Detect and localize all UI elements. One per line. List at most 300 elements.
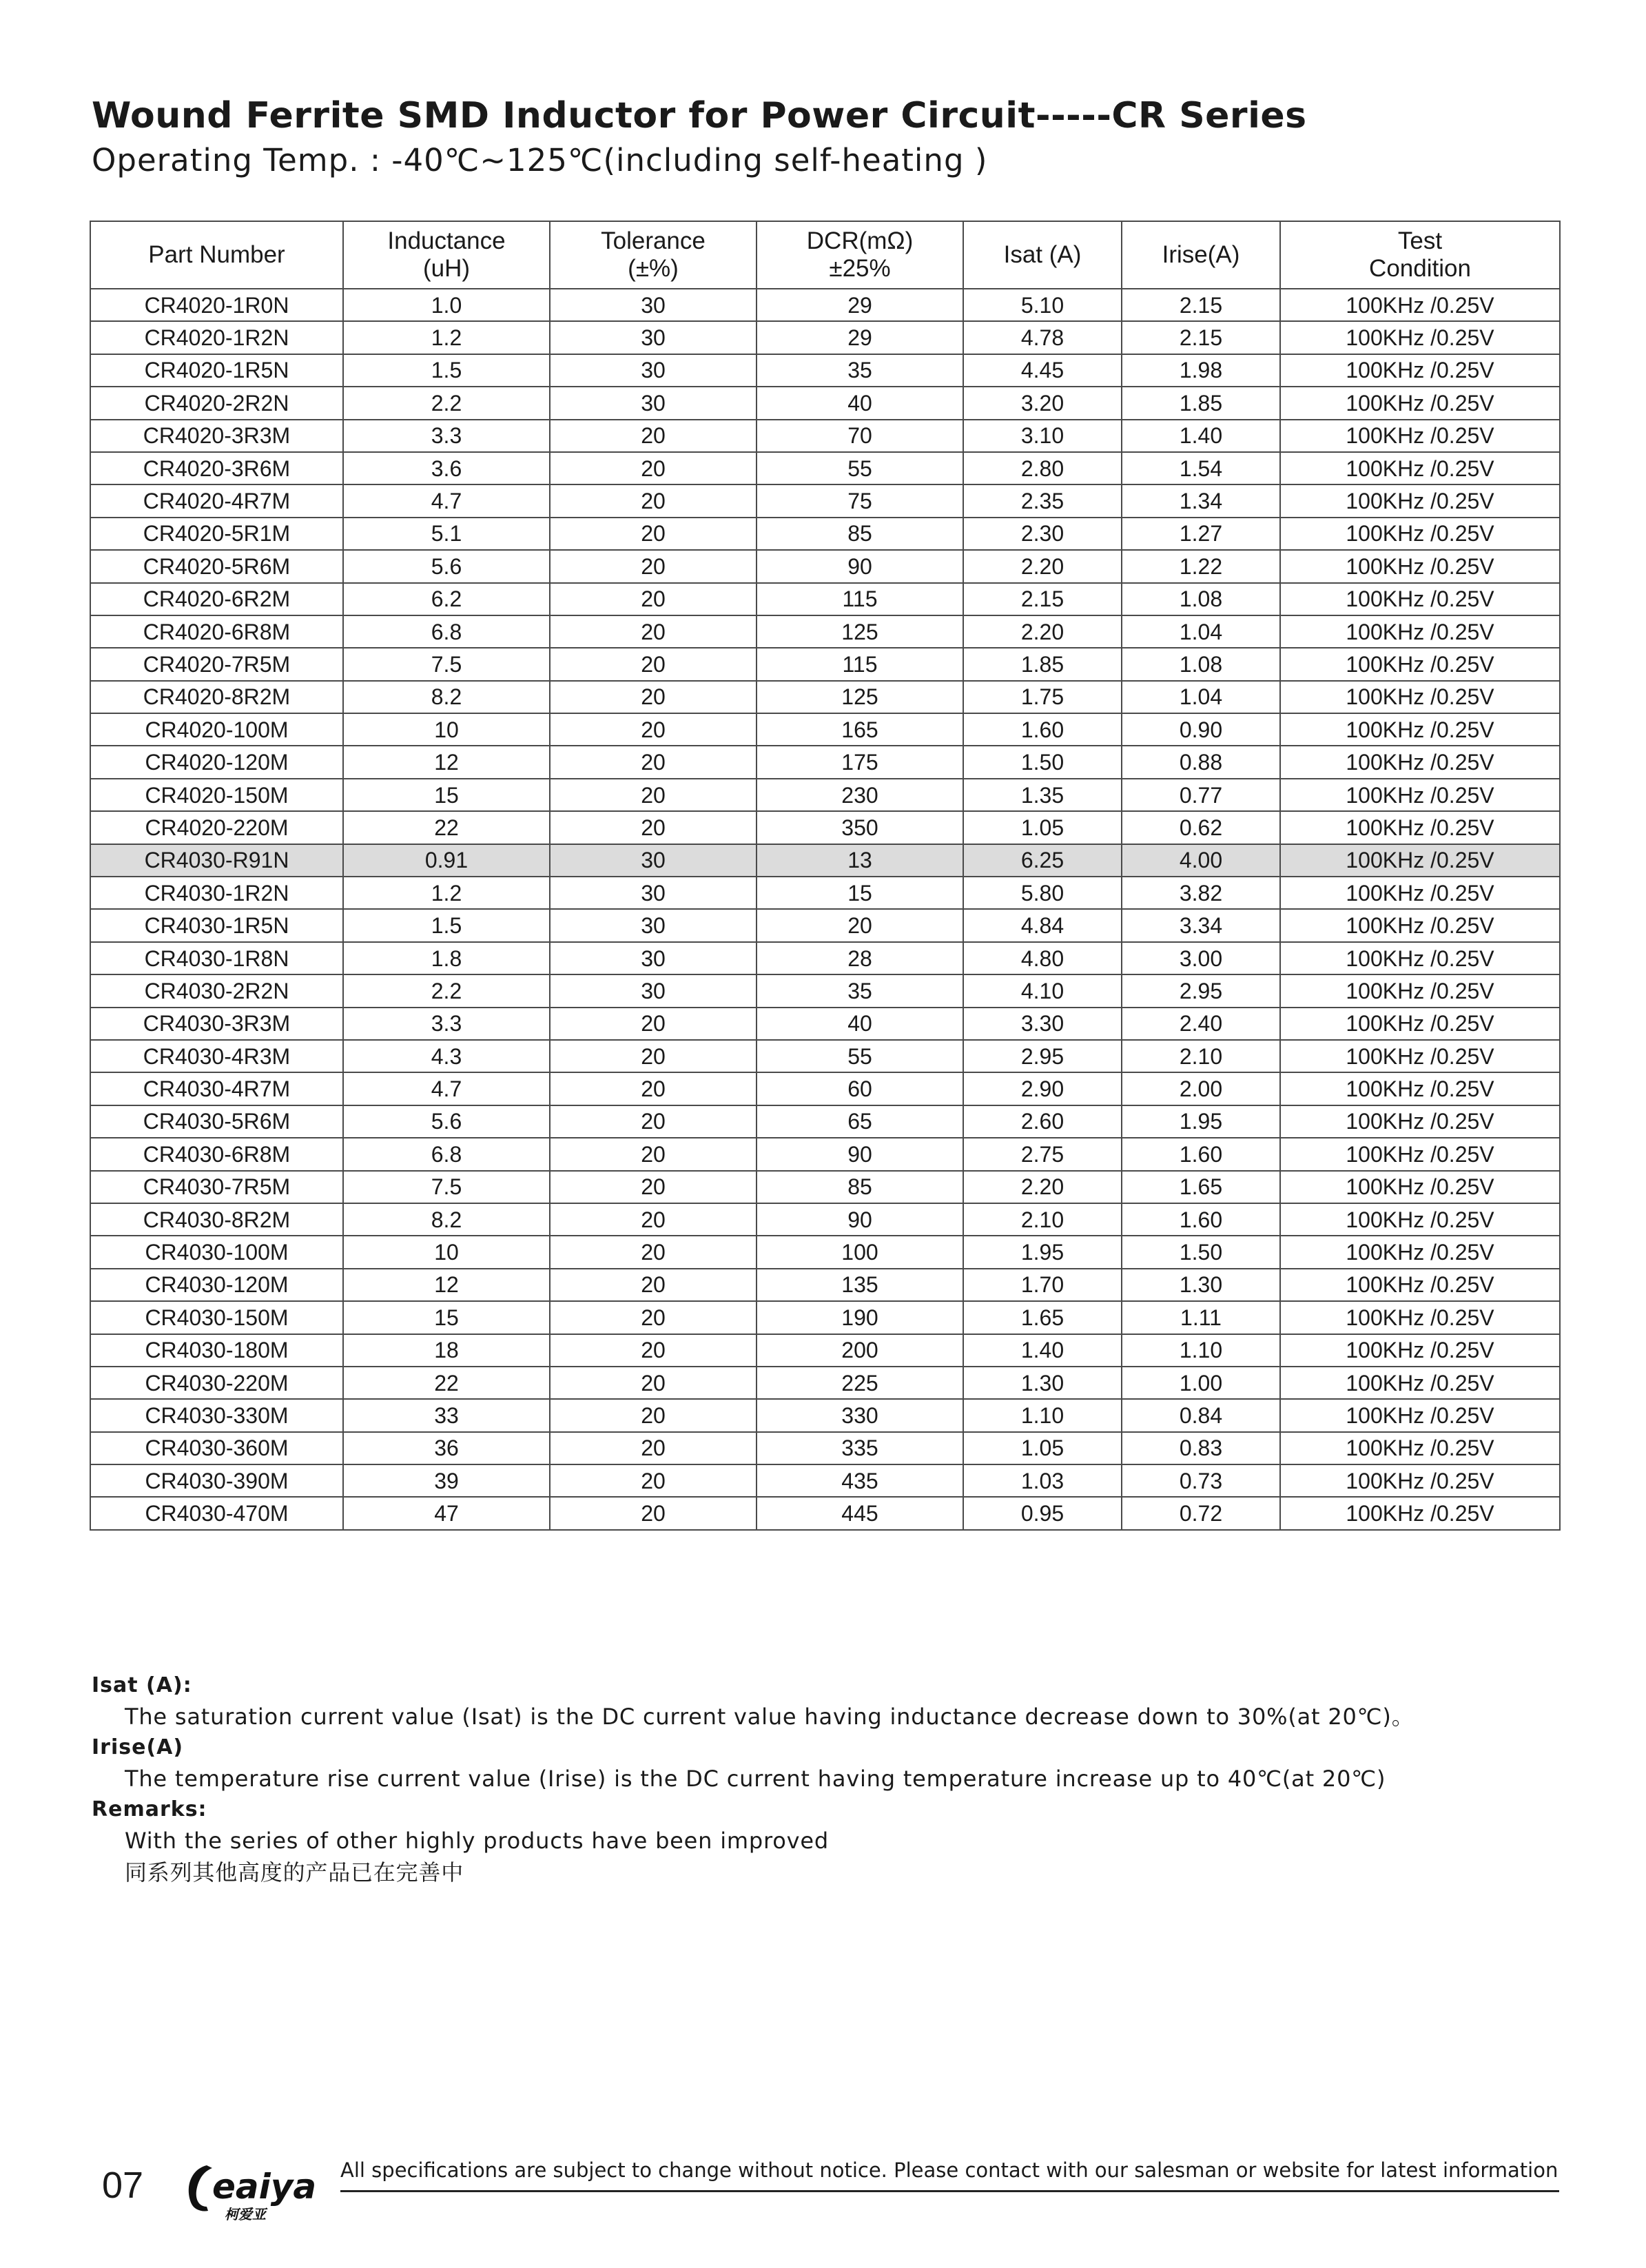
col-header-part-number: Part Number bbox=[90, 221, 343, 289]
cell-irise: 1.22 bbox=[1122, 550, 1280, 582]
cell-tolerance: 20 bbox=[550, 1301, 757, 1334]
cell-dcr: 13 bbox=[757, 844, 963, 877]
table-row bbox=[90, 518, 1560, 550]
cell-inductance: 1.2 bbox=[343, 321, 550, 354]
cell-test-condition: 100KHz /0.25V bbox=[1280, 1399, 1560, 1431]
table-row bbox=[90, 354, 1560, 387]
cell-inductance: 6.8 bbox=[343, 1138, 550, 1170]
cell-inductance: 12 bbox=[343, 746, 550, 778]
table-row bbox=[90, 746, 1560, 778]
cell-isat: 4.78 bbox=[963, 321, 1122, 354]
table-row bbox=[90, 909, 1560, 941]
cell-irise: 1.50 bbox=[1122, 1236, 1280, 1268]
table-row bbox=[90, 289, 1560, 321]
table-row bbox=[90, 1008, 1560, 1040]
cell-tolerance: 20 bbox=[550, 746, 757, 778]
cell-dcr: 435 bbox=[757, 1464, 963, 1497]
cell-tolerance: 20 bbox=[550, 1040, 757, 1072]
cell-inductance: 10 bbox=[343, 713, 550, 746]
isat-heading: Isat (A): bbox=[92, 1673, 192, 1697]
cell-irise: 1.08 bbox=[1122, 583, 1280, 615]
cell-part-number: CR4030-4R7M bbox=[90, 1072, 343, 1105]
col-header-test-condition: Test Condition bbox=[1280, 221, 1560, 289]
cell-test-condition: 100KHz /0.25V bbox=[1280, 681, 1560, 713]
cell-tolerance: 20 bbox=[550, 1269, 757, 1301]
cell-isat: 3.30 bbox=[963, 1008, 1122, 1040]
cell-tolerance: 30 bbox=[550, 289, 757, 321]
cell-inductance: 3.3 bbox=[343, 1008, 550, 1040]
cell-dcr: 20 bbox=[757, 909, 963, 941]
table-row bbox=[90, 779, 1560, 811]
cell-tolerance: 30 bbox=[550, 942, 757, 974]
cell-dcr: 28 bbox=[757, 942, 963, 974]
table-row bbox=[90, 387, 1560, 419]
cell-test-condition: 100KHz /0.25V bbox=[1280, 1367, 1560, 1399]
cell-tolerance: 30 bbox=[550, 321, 757, 354]
notes-section bbox=[92, 1671, 1539, 1888]
cell-inductance: 47 bbox=[343, 1497, 550, 1529]
table-row bbox=[90, 1464, 1560, 1497]
cell-irise: 3.82 bbox=[1122, 877, 1280, 909]
cell-tolerance: 20 bbox=[550, 648, 757, 680]
cell-part-number: CR4020-150M bbox=[90, 779, 343, 811]
cell-inductance: 3.3 bbox=[343, 420, 550, 452]
table-header-row bbox=[90, 221, 1560, 289]
cell-test-condition: 100KHz /0.25V bbox=[1280, 811, 1560, 844]
col-header-irise: Irise(A) bbox=[1122, 221, 1280, 289]
cell-dcr: 90 bbox=[757, 1138, 963, 1170]
table-row bbox=[90, 713, 1560, 746]
cell-part-number: CR4020-1R2N bbox=[90, 321, 343, 354]
table-row bbox=[90, 648, 1560, 680]
cell-irise: 1.00 bbox=[1122, 1367, 1280, 1399]
cell-dcr: 40 bbox=[757, 387, 963, 419]
cell-isat: 1.05 bbox=[963, 1432, 1122, 1464]
cell-part-number: CR4030-1R8N bbox=[90, 942, 343, 974]
cell-irise: 1.04 bbox=[1122, 615, 1280, 648]
cell-dcr: 125 bbox=[757, 615, 963, 648]
cell-tolerance: 20 bbox=[550, 583, 757, 615]
cell-isat: 1.05 bbox=[963, 811, 1122, 844]
cell-part-number: CR4030-6R8M bbox=[90, 1138, 343, 1170]
cell-inductance: 10 bbox=[343, 1236, 550, 1268]
cell-inductance: 18 bbox=[343, 1334, 550, 1367]
cell-part-number: CR4030-5R6M bbox=[90, 1105, 343, 1138]
cell-tolerance: 20 bbox=[550, 484, 757, 517]
svg-text:eaiya: eaiya bbox=[212, 2167, 317, 2207]
cell-tolerance: 20 bbox=[550, 550, 757, 582]
cell-test-condition: 100KHz /0.25V bbox=[1280, 844, 1560, 877]
cell-dcr: 90 bbox=[757, 1203, 963, 1236]
cell-irise: 1.95 bbox=[1122, 1105, 1280, 1138]
irise-heading: Irise(A) bbox=[92, 1735, 184, 1759]
cell-isat: 1.75 bbox=[963, 681, 1122, 713]
cell-inductance: 1.8 bbox=[343, 942, 550, 974]
cell-part-number: CR4030-360M bbox=[90, 1432, 343, 1464]
cell-dcr: 29 bbox=[757, 289, 963, 321]
cell-part-number: CR4030-2R2N bbox=[90, 974, 343, 1007]
cell-isat: 1.95 bbox=[963, 1236, 1122, 1268]
cell-part-number: CR4030-150M bbox=[90, 1301, 343, 1334]
cell-part-number: CR4020-120M bbox=[90, 746, 343, 778]
cell-test-condition: 100KHz /0.25V bbox=[1280, 420, 1560, 452]
cell-isat: 2.10 bbox=[963, 1203, 1122, 1236]
cell-isat: 1.40 bbox=[963, 1334, 1122, 1367]
cell-isat: 6.25 bbox=[963, 844, 1122, 877]
cell-irise: 2.00 bbox=[1122, 1072, 1280, 1105]
cell-irise: 2.95 bbox=[1122, 974, 1280, 1007]
cell-inductance: 6.2 bbox=[343, 583, 550, 615]
cell-inductance: 0.91 bbox=[343, 844, 550, 877]
cell-tolerance: 20 bbox=[550, 452, 757, 484]
table-row bbox=[90, 1138, 1560, 1170]
cell-irise: 1.98 bbox=[1122, 354, 1280, 387]
cell-test-condition: 100KHz /0.25V bbox=[1280, 648, 1560, 680]
cell-isat: 1.35 bbox=[963, 779, 1122, 811]
cell-test-condition: 100KHz /0.25V bbox=[1280, 909, 1560, 941]
cell-irise: 0.77 bbox=[1122, 779, 1280, 811]
cell-part-number: CR4020-4R7M bbox=[90, 484, 343, 517]
table-row bbox=[90, 1269, 1560, 1301]
remarks-english: With the series of other highly products have been improved bbox=[125, 1828, 829, 1854]
cell-dcr: 445 bbox=[757, 1497, 963, 1529]
cell-irise: 1.34 bbox=[1122, 484, 1280, 517]
table-row bbox=[90, 1072, 1560, 1105]
cell-tolerance: 30 bbox=[550, 844, 757, 877]
cell-dcr: 135 bbox=[757, 1269, 963, 1301]
cell-tolerance: 20 bbox=[550, 1105, 757, 1138]
cell-tolerance: 20 bbox=[550, 1008, 757, 1040]
cell-isat: 2.60 bbox=[963, 1105, 1122, 1138]
cell-part-number: CR4030-180M bbox=[90, 1334, 343, 1367]
table-row bbox=[90, 1301, 1560, 1334]
footer-disclaimer: All specifications are subject to change without notice. Please contact with our salesman or website for latest information bbox=[340, 2158, 1558, 2182]
footer-divider bbox=[340, 2190, 1559, 2192]
cell-test-condition: 100KHz /0.25V bbox=[1280, 1072, 1560, 1105]
cell-dcr: 165 bbox=[757, 713, 963, 746]
cell-inductance: 2.2 bbox=[343, 974, 550, 1007]
cell-test-condition: 100KHz /0.25V bbox=[1280, 354, 1560, 387]
cell-inductance: 5.6 bbox=[343, 1105, 550, 1138]
table-row bbox=[90, 615, 1560, 648]
cell-irise: 3.00 bbox=[1122, 942, 1280, 974]
cell-inductance: 1.0 bbox=[343, 289, 550, 321]
cell-test-condition: 100KHz /0.25V bbox=[1280, 484, 1560, 517]
cell-part-number: CR4020-7R5M bbox=[90, 648, 343, 680]
cell-inductance: 36 bbox=[343, 1432, 550, 1464]
cell-irise: 2.15 bbox=[1122, 321, 1280, 354]
cell-test-condition: 100KHz /0.25V bbox=[1280, 1432, 1560, 1464]
cell-irise: 2.40 bbox=[1122, 1008, 1280, 1040]
cell-test-condition: 100KHz /0.25V bbox=[1280, 1464, 1560, 1497]
cell-part-number: CR4030-1R2N bbox=[90, 877, 343, 909]
cell-part-number: CR4030-220M bbox=[90, 1367, 343, 1399]
table-row bbox=[90, 452, 1560, 484]
cell-dcr: 35 bbox=[757, 974, 963, 1007]
remarks-heading: Remarks: bbox=[92, 1797, 207, 1821]
cell-part-number: CR4030-390M bbox=[90, 1464, 343, 1497]
cell-inductance: 22 bbox=[343, 1367, 550, 1399]
cell-dcr: 55 bbox=[757, 1040, 963, 1072]
cell-isat: 2.90 bbox=[963, 1072, 1122, 1105]
cell-part-number: CR4020-1R5N bbox=[90, 354, 343, 387]
cell-inductance: 2.2 bbox=[343, 387, 550, 419]
cell-dcr: 55 bbox=[757, 452, 963, 484]
cell-part-number: CR4030-120M bbox=[90, 1269, 343, 1301]
cell-tolerance: 30 bbox=[550, 387, 757, 419]
cell-tolerance: 20 bbox=[550, 779, 757, 811]
cell-tolerance: 20 bbox=[550, 1432, 757, 1464]
table-row bbox=[90, 974, 1560, 1007]
cell-irise: 1.30 bbox=[1122, 1269, 1280, 1301]
cell-dcr: 350 bbox=[757, 811, 963, 844]
cell-dcr: 330 bbox=[757, 1399, 963, 1431]
table-row bbox=[90, 844, 1560, 877]
cell-dcr: 40 bbox=[757, 1008, 963, 1040]
cell-irise: 2.15 bbox=[1122, 289, 1280, 321]
cell-irise: 1.11 bbox=[1122, 1301, 1280, 1334]
cell-inductance: 33 bbox=[343, 1399, 550, 1431]
cell-irise: 1.60 bbox=[1122, 1203, 1280, 1236]
table-row bbox=[90, 681, 1560, 713]
cell-isat: 4.10 bbox=[963, 974, 1122, 1007]
table-row bbox=[90, 1171, 1560, 1203]
cell-irise: 1.40 bbox=[1122, 420, 1280, 452]
cell-test-condition: 100KHz /0.25V bbox=[1280, 779, 1560, 811]
cell-irise: 0.84 bbox=[1122, 1399, 1280, 1431]
spec-table bbox=[90, 221, 1561, 1531]
cell-dcr: 65 bbox=[757, 1105, 963, 1138]
cell-inductance: 1.5 bbox=[343, 354, 550, 387]
cell-part-number: CR4020-5R1M bbox=[90, 518, 343, 550]
table-row bbox=[90, 877, 1560, 909]
table-row bbox=[90, 1334, 1560, 1367]
cell-test-condition: 100KHz /0.25V bbox=[1280, 387, 1560, 419]
cell-isat: 2.15 bbox=[963, 583, 1122, 615]
cell-inductance: 15 bbox=[343, 1301, 550, 1334]
cell-isat: 2.20 bbox=[963, 550, 1122, 582]
table-row bbox=[90, 550, 1560, 582]
cell-irise: 0.88 bbox=[1122, 746, 1280, 778]
cell-irise: 1.85 bbox=[1122, 387, 1280, 419]
cell-tolerance: 20 bbox=[550, 713, 757, 746]
cell-tolerance: 30 bbox=[550, 909, 757, 941]
cell-part-number: CR4020-5R6M bbox=[90, 550, 343, 582]
cell-inductance: 12 bbox=[343, 1269, 550, 1301]
cell-tolerance: 20 bbox=[550, 1464, 757, 1497]
cell-part-number: CR4030-100M bbox=[90, 1236, 343, 1268]
cell-dcr: 125 bbox=[757, 681, 963, 713]
table-row bbox=[90, 1236, 1560, 1268]
cell-tolerance: 20 bbox=[550, 1072, 757, 1105]
col-header-dcr: DCR(mΩ) ±25% bbox=[757, 221, 963, 289]
table-row bbox=[90, 1367, 1560, 1399]
cell-part-number: CR4030-3R3M bbox=[90, 1008, 343, 1040]
cell-inductance: 15 bbox=[343, 779, 550, 811]
irise-description: The temperature rise current value (Irise) is the DC current having temperature increase up to 40℃(at 20℃) bbox=[125, 1766, 1386, 1792]
cell-isat: 4.45 bbox=[963, 354, 1122, 387]
cell-isat: 2.80 bbox=[963, 452, 1122, 484]
cell-tolerance: 20 bbox=[550, 1171, 757, 1203]
cell-tolerance: 20 bbox=[550, 1236, 757, 1268]
table-row bbox=[90, 1432, 1560, 1464]
cell-dcr: 335 bbox=[757, 1432, 963, 1464]
cell-inductance: 5.1 bbox=[343, 518, 550, 550]
cell-inductance: 39 bbox=[343, 1464, 550, 1497]
cell-part-number: CR4020-1R0N bbox=[90, 289, 343, 321]
table-row bbox=[90, 583, 1560, 615]
cell-isat: 5.80 bbox=[963, 877, 1122, 909]
cell-isat: 4.80 bbox=[963, 942, 1122, 974]
cell-isat: 1.60 bbox=[963, 713, 1122, 746]
eaiya-logo bbox=[181, 2156, 318, 2225]
cell-dcr: 85 bbox=[757, 518, 963, 550]
cell-part-number: CR4030-470M bbox=[90, 1497, 343, 1529]
svg-text:柯爱亚: 柯爱亚 bbox=[225, 2206, 266, 2223]
cell-isat: 2.30 bbox=[963, 518, 1122, 550]
cell-test-condition: 100KHz /0.25V bbox=[1280, 1171, 1560, 1203]
cell-irise: 1.65 bbox=[1122, 1171, 1280, 1203]
cell-part-number: CR4030-4R3M bbox=[90, 1040, 343, 1072]
cell-isat: 1.70 bbox=[963, 1269, 1122, 1301]
cell-dcr: 225 bbox=[757, 1367, 963, 1399]
table-row bbox=[90, 1399, 1560, 1431]
cell-dcr: 29 bbox=[757, 321, 963, 354]
cell-tolerance: 30 bbox=[550, 877, 757, 909]
table-row bbox=[90, 1040, 1560, 1072]
cell-tolerance: 20 bbox=[550, 1497, 757, 1529]
cell-tolerance: 30 bbox=[550, 354, 757, 387]
cell-part-number: CR4020-2R2N bbox=[90, 387, 343, 419]
cell-dcr: 100 bbox=[757, 1236, 963, 1268]
cell-isat: 4.84 bbox=[963, 909, 1122, 941]
cell-isat: 1.10 bbox=[963, 1399, 1122, 1431]
cell-test-condition: 100KHz /0.25V bbox=[1280, 1236, 1560, 1268]
cell-irise: 0.73 bbox=[1122, 1464, 1280, 1497]
cell-test-condition: 100KHz /0.25V bbox=[1280, 1138, 1560, 1170]
cell-test-condition: 100KHz /0.25V bbox=[1280, 1203, 1560, 1236]
spec-table-body bbox=[90, 289, 1560, 1530]
cell-isat: 1.50 bbox=[963, 746, 1122, 778]
cell-inductance: 7.5 bbox=[343, 1171, 550, 1203]
cell-tolerance: 20 bbox=[550, 615, 757, 648]
cell-part-number: CR4030-330M bbox=[90, 1399, 343, 1431]
col-header-isat: Isat (A) bbox=[963, 221, 1122, 289]
cell-test-condition: 100KHz /0.25V bbox=[1280, 1105, 1560, 1138]
cell-irise: 0.62 bbox=[1122, 811, 1280, 844]
cell-test-condition: 100KHz /0.25V bbox=[1280, 321, 1560, 354]
cell-test-condition: 100KHz /0.25V bbox=[1280, 1334, 1560, 1367]
cell-test-condition: 100KHz /0.25V bbox=[1280, 1040, 1560, 1072]
cell-part-number: CR4020-6R8M bbox=[90, 615, 343, 648]
cell-dcr: 200 bbox=[757, 1334, 963, 1367]
cell-dcr: 90 bbox=[757, 550, 963, 582]
cell-tolerance: 20 bbox=[550, 681, 757, 713]
cell-irise: 4.00 bbox=[1122, 844, 1280, 877]
cell-isat: 2.35 bbox=[963, 484, 1122, 517]
table-row bbox=[90, 484, 1560, 517]
cell-test-condition: 100KHz /0.25V bbox=[1280, 877, 1560, 909]
cell-test-condition: 100KHz /0.25V bbox=[1280, 713, 1560, 746]
cell-isat: 2.95 bbox=[963, 1040, 1122, 1072]
cell-tolerance: 20 bbox=[550, 1367, 757, 1399]
cell-irise: 1.27 bbox=[1122, 518, 1280, 550]
table-row bbox=[90, 1203, 1560, 1236]
cell-tolerance: 20 bbox=[550, 420, 757, 452]
cell-dcr: 60 bbox=[757, 1072, 963, 1105]
cell-dcr: 115 bbox=[757, 648, 963, 680]
cell-inductance: 22 bbox=[343, 811, 550, 844]
cell-test-condition: 100KHz /0.25V bbox=[1280, 1497, 1560, 1529]
table-row bbox=[90, 1105, 1560, 1138]
table-row bbox=[90, 321, 1560, 354]
cell-inductance: 5.6 bbox=[343, 550, 550, 582]
cell-irise: 2.10 bbox=[1122, 1040, 1280, 1072]
cell-part-number: CR4020-6R2M bbox=[90, 583, 343, 615]
cell-irise: 0.83 bbox=[1122, 1432, 1280, 1464]
cell-dcr: 70 bbox=[757, 420, 963, 452]
cell-test-condition: 100KHz /0.25V bbox=[1280, 974, 1560, 1007]
cell-dcr: 230 bbox=[757, 779, 963, 811]
cell-part-number: CR4020-3R6M bbox=[90, 452, 343, 484]
cell-isat: 5.10 bbox=[963, 289, 1122, 321]
cell-part-number: CR4030-7R5M bbox=[90, 1171, 343, 1203]
cell-part-number: CR4020-220M bbox=[90, 811, 343, 844]
cell-part-number: CR4030-R91N bbox=[90, 844, 343, 877]
cell-part-number: CR4020-3R3M bbox=[90, 420, 343, 452]
cell-irise: 0.72 bbox=[1122, 1497, 1280, 1529]
cell-part-number: CR4020-8R2M bbox=[90, 681, 343, 713]
cell-dcr: 190 bbox=[757, 1301, 963, 1334]
table-row bbox=[90, 811, 1560, 844]
cell-tolerance: 30 bbox=[550, 974, 757, 1007]
cell-inductance: 4.7 bbox=[343, 484, 550, 517]
cell-tolerance: 20 bbox=[550, 811, 757, 844]
cell-dcr: 75 bbox=[757, 484, 963, 517]
table-row bbox=[90, 1497, 1560, 1529]
cell-test-condition: 100KHz /0.25V bbox=[1280, 452, 1560, 484]
cell-inductance: 7.5 bbox=[343, 648, 550, 680]
cell-isat: 2.20 bbox=[963, 615, 1122, 648]
cell-isat: 2.75 bbox=[963, 1138, 1122, 1170]
operating-temp-subtitle: Operating Temp. : -40℃~125℃(including self-heating ) bbox=[92, 142, 988, 178]
cell-isat: 3.10 bbox=[963, 420, 1122, 452]
cell-dcr: 175 bbox=[757, 746, 963, 778]
cell-tolerance: 20 bbox=[550, 1138, 757, 1170]
col-header-inductance: Inductance (uH) bbox=[343, 221, 550, 289]
table-row bbox=[90, 420, 1560, 452]
cell-test-condition: 100KHz /0.25V bbox=[1280, 550, 1560, 582]
cell-isat: 1.65 bbox=[963, 1301, 1122, 1334]
cell-inductance: 8.2 bbox=[343, 1203, 550, 1236]
cell-dcr: 35 bbox=[757, 354, 963, 387]
cell-isat: 2.20 bbox=[963, 1171, 1122, 1203]
cell-test-condition: 100KHz /0.25V bbox=[1280, 583, 1560, 615]
cell-irise: 3.34 bbox=[1122, 909, 1280, 941]
cell-test-condition: 100KHz /0.25V bbox=[1280, 1008, 1560, 1040]
cell-part-number: CR4030-1R5N bbox=[90, 909, 343, 941]
cell-tolerance: 20 bbox=[550, 1334, 757, 1367]
cell-irise: 1.10 bbox=[1122, 1334, 1280, 1367]
cell-inductance: 6.8 bbox=[343, 615, 550, 648]
cell-test-condition: 100KHz /0.25V bbox=[1280, 746, 1560, 778]
cell-inductance: 4.3 bbox=[343, 1040, 550, 1072]
cell-irise: 0.90 bbox=[1122, 713, 1280, 746]
cell-inductance: 1.5 bbox=[343, 909, 550, 941]
cell-inductance: 4.7 bbox=[343, 1072, 550, 1105]
cell-isat: 1.30 bbox=[963, 1367, 1122, 1399]
cell-isat: 1.03 bbox=[963, 1464, 1122, 1497]
